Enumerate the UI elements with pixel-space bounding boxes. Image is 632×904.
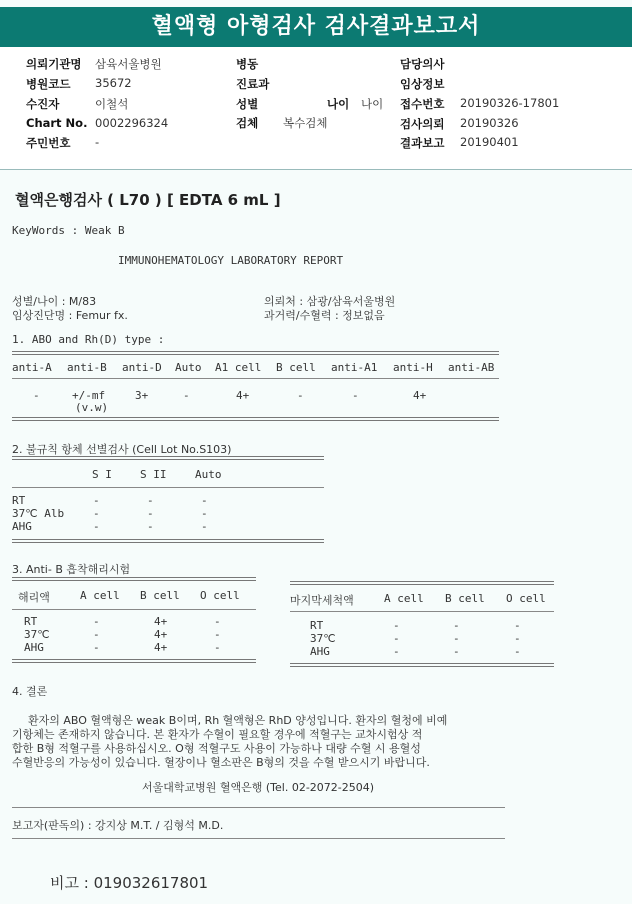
patient-referrer: 의뢰처 : 삼광/삼육서울병원 xyxy=(264,295,396,308)
s3-right-cell: - xyxy=(393,619,400,632)
s3-right-header: B cell xyxy=(445,592,485,605)
s2-header: S I xyxy=(92,468,112,481)
s3-right-cell: - xyxy=(514,619,521,632)
s1-title: 1. ABO and Rh(D) type : xyxy=(12,333,165,346)
report-heading: 혈액은행검사 ( L70 ) [ EDTA 6 mL ] xyxy=(15,191,281,209)
value-accession-no: 20190326-17801 xyxy=(460,96,560,110)
s3-left-cell: 4+ xyxy=(154,628,168,641)
value-request-date: 20190326 xyxy=(460,116,519,130)
s2-cell: - xyxy=(147,520,154,533)
s1-value: 4+ xyxy=(413,389,427,402)
s1-divider-bottom xyxy=(12,417,499,421)
reporter-divider-bottom xyxy=(12,838,505,839)
label-age: 나이 xyxy=(327,97,350,111)
label-ward: 병동 xyxy=(236,57,259,71)
s2-divider-top xyxy=(12,456,324,460)
s1-divider-mid xyxy=(12,378,499,379)
s1-value: - xyxy=(183,389,190,402)
patient-sex-age: 성별/나이 : M/83 xyxy=(12,295,97,308)
label-request-date: 검사의뢰 xyxy=(400,117,445,131)
value-specimen: 복수검체 xyxy=(283,116,328,130)
s2-cell: - xyxy=(147,507,154,520)
s3-right-cell: - xyxy=(514,632,521,645)
label-accession-no: 접수번호 xyxy=(400,97,445,111)
s3-left-divider-mid xyxy=(12,609,256,610)
s2-row-label: 37℃ Alb xyxy=(12,507,65,520)
conclusion-line: 환자의 ABO 혈액형은 weak B이며, Rh 혈액형은 RhD 양성입니다. 환자의 혈청에 비예 xyxy=(28,714,448,727)
s3-right-row-label: AHG xyxy=(310,645,330,658)
s3-left-row-label: AHG xyxy=(24,641,44,654)
s2-row-label: RT xyxy=(12,494,26,507)
s1-header: anti-B xyxy=(67,361,107,374)
s3-left-cell: - xyxy=(93,615,100,628)
s2-cell: - xyxy=(201,520,208,533)
s1-value: - xyxy=(33,389,40,402)
s2-cell: - xyxy=(93,494,100,507)
label-department: 진료과 xyxy=(236,77,270,91)
label-resident-no: 주민번호 xyxy=(26,136,71,150)
value-patient: 이철석 xyxy=(95,97,129,111)
s3-left-row-label: 37℃ xyxy=(24,628,50,641)
header-panel xyxy=(0,47,632,170)
lab-signature: 서울대학교병원 혈액은행 (Tel. 02-2072-2504) xyxy=(142,781,375,794)
conclusion-line: 기항체는 존재하지 않습니다. 본 환자가 수혈이 필요할 경우에 적혈구는 교차시험상 적 xyxy=(12,728,423,741)
label-institution: 의뢰기관명 xyxy=(26,57,82,71)
s2-cell: - xyxy=(201,507,208,520)
s3-right-divider-mid xyxy=(290,611,554,612)
s2-divider-bottom xyxy=(12,539,324,543)
conclusion-line: 합한 B형 적혈구를 사용하십시오. O형 적혈구도 사용이 가능하나 대량 수혈 시 용혈성 xyxy=(12,742,421,755)
lab-title: IMMUNOHEMATOLOGY LABORATORY REPORT xyxy=(118,254,344,267)
s2-header: S II xyxy=(140,468,167,481)
keywords: KeyWords : Weak B xyxy=(12,224,125,237)
patient-history: 과거력/수혈력 : 정보없음 xyxy=(264,309,385,322)
s1-header: A1 cell xyxy=(215,361,262,374)
label-hospital-code: 병원코드 xyxy=(26,77,71,91)
s1-value: +/-mf xyxy=(72,389,106,402)
s3-left-cell: - xyxy=(214,641,221,654)
s3-left-cell: - xyxy=(214,628,221,641)
label-doctor: 담당의사 xyxy=(400,57,445,71)
s2-title: 2. 불규칙 항체 선별검사 (Cell Lot No.S103) xyxy=(12,443,232,456)
s3-right-divider-top xyxy=(290,581,554,585)
s1-divider-top xyxy=(12,351,499,355)
patient-diagnosis: 임상진단명 : Femur fx. xyxy=(12,309,128,322)
s1-header: anti-AB xyxy=(448,361,495,374)
s3-left-divider-top xyxy=(12,577,256,581)
s1-value: 3+ xyxy=(135,389,149,402)
s1-value: 4+ xyxy=(236,389,250,402)
value-age: 나이 xyxy=(361,97,384,111)
s1-header: anti-H xyxy=(393,361,433,374)
label-clinical-info: 임상정보 xyxy=(400,77,445,91)
reporter-divider-top xyxy=(12,807,505,808)
s3-left-divider-bottom xyxy=(12,659,256,663)
s3-left-header: B cell xyxy=(140,589,180,602)
s1-value: - xyxy=(352,389,359,402)
label-report-date: 결과보고 xyxy=(400,136,445,150)
s3-right-cell: - xyxy=(393,632,400,645)
label-chart-no: Chart No. xyxy=(26,116,88,130)
reporter: 보고자(판독의) : 강지상 M.T. / 김형석 M.D. xyxy=(12,819,224,832)
s3-right-header: A cell xyxy=(384,592,424,605)
s3-right-divider-bottom xyxy=(290,663,554,667)
s1-value: - xyxy=(297,389,304,402)
s2-cell: - xyxy=(93,507,100,520)
s1-header: anti-A1 xyxy=(331,361,378,374)
s3-left-header: O cell xyxy=(200,589,240,602)
s3-right-cell: - xyxy=(393,645,400,658)
s1-header: Auto xyxy=(175,361,202,374)
s2-divider-mid xyxy=(12,487,324,488)
s3-right-row-label: 37℃ xyxy=(310,632,336,645)
s1-header: anti-A xyxy=(12,361,52,374)
s1-note: (v.w) xyxy=(75,401,109,414)
s3-left-row-label: RT xyxy=(24,615,38,628)
report-title: 혈액형 아형검사 검사결과보고서 xyxy=(0,7,632,47)
s3-right-cell: - xyxy=(453,632,460,645)
s1-header: anti-D xyxy=(122,361,162,374)
s2-cell: - xyxy=(93,520,100,533)
s2-row-label: AHG xyxy=(12,520,32,533)
report-body xyxy=(0,171,632,904)
s1-header: B cell xyxy=(276,361,316,374)
s3-left-cell: - xyxy=(93,628,100,641)
s2-cell: - xyxy=(201,494,208,507)
remark: 비고 : 019032617801 xyxy=(50,874,209,892)
s2-cell: - xyxy=(147,494,154,507)
value-resident-no: - xyxy=(95,135,100,149)
s3-right-header: O cell xyxy=(506,592,546,605)
value-hospital-code: 35672 xyxy=(95,76,132,90)
s3-right-row-label: RT xyxy=(310,619,324,632)
label-sex: 성별 xyxy=(236,97,259,111)
s3-right-cell: - xyxy=(514,645,521,658)
s3-left-cell: 4+ xyxy=(154,615,168,628)
s2-header: Auto xyxy=(195,468,222,481)
s3-right-header: 마지막세척액 xyxy=(290,594,354,607)
value-chart-no: 0002296324 xyxy=(95,116,169,130)
s3-left-header: 해리액 xyxy=(18,591,50,604)
s3-left-cell: - xyxy=(214,615,221,628)
s4-title: 4. 결론 xyxy=(12,685,48,698)
s3-title: 3. Anti- B 흡착해리시험 xyxy=(12,563,131,576)
label-specimen: 검체 xyxy=(236,116,259,130)
s3-left-cell: 4+ xyxy=(154,641,168,654)
s3-left-header: A cell xyxy=(80,589,120,602)
value-report-date: 20190401 xyxy=(460,135,519,149)
label-patient: 수진자 xyxy=(26,97,60,111)
conclusion-line: 수혈반응의 가능성이 있습니다. 혈장이나 혈소판은 B형의 것을 수혈 받으시기 바랍니다. xyxy=(12,756,430,769)
s3-left-cell: - xyxy=(93,641,100,654)
value-institution: 삼육서울병원 xyxy=(95,57,162,71)
s3-right-cell: - xyxy=(453,619,460,632)
s3-right-cell: - xyxy=(453,645,460,658)
